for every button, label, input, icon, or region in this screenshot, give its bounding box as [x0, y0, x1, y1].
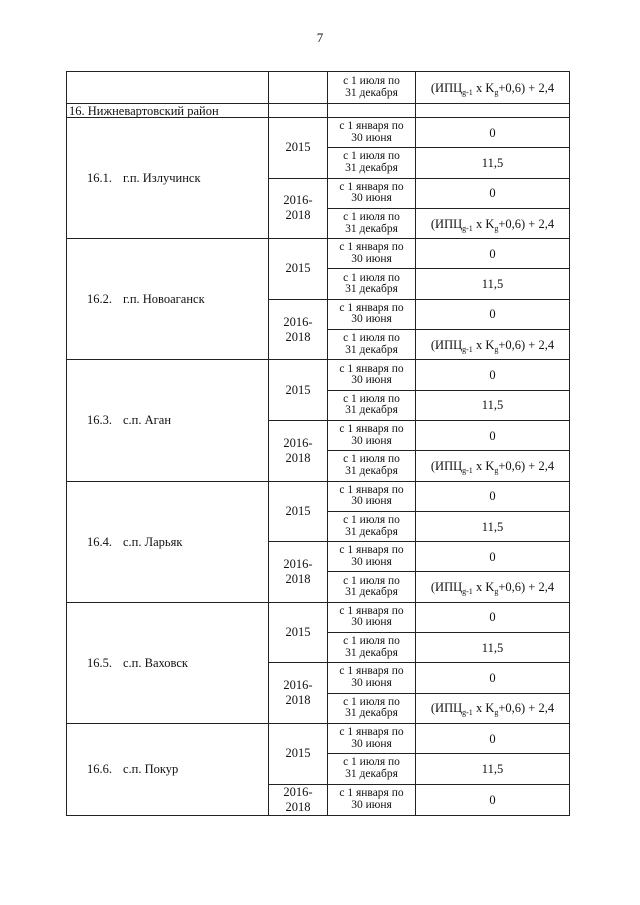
period-line: с 1 июля по	[343, 392, 400, 405]
period-cell	[328, 269, 416, 299]
value-cell	[416, 239, 570, 269]
period-line: 30 июня	[351, 252, 392, 265]
period-line: с 1 июля по	[343, 150, 400, 163]
settlement-name: с.п. Аган	[123, 413, 172, 428]
period-line: с 1 января по	[339, 544, 404, 557]
period-line: с 1 января по	[339, 180, 404, 193]
value-cell	[416, 118, 570, 148]
period-line: с 1 января по	[339, 362, 404, 375]
period-line: 30 июня	[351, 192, 392, 205]
period-line: 31 декабря	[345, 86, 398, 99]
year-line: 2016-	[283, 678, 313, 693]
period-line: с 1 июля по	[343, 574, 400, 587]
period-line: с 1 января по	[339, 423, 404, 436]
period-line: с 1 июля по	[343, 332, 400, 345]
year-cell	[269, 178, 328, 239]
period-line: с 1 июля по	[343, 75, 400, 87]
period-cell	[328, 693, 416, 723]
value-cell	[416, 178, 570, 208]
period-line: с 1 января по	[339, 120, 404, 133]
period-line: 30 июня	[351, 313, 392, 326]
period-line: с 1 июля по	[343, 453, 400, 466]
formula-part: x K	[472, 580, 495, 595]
period-line: 31 декабря	[345, 707, 398, 720]
table-row	[67, 481, 570, 511]
year-line: 2015	[285, 625, 311, 640]
year-line: 2015	[285, 503, 311, 518]
value-cell	[416, 754, 570, 784]
value-cell	[416, 420, 570, 450]
year-cell	[269, 723, 328, 784]
formula-part: +0,6) + 2,4	[498, 216, 555, 231]
year-line: 2018	[285, 693, 311, 708]
period-line: 30 июня	[351, 616, 392, 629]
period-cell	[328, 784, 416, 815]
year-line: 2016-	[283, 556, 313, 571]
period-line: с 1 января по	[339, 787, 404, 800]
formula-subscript: g	[494, 587, 499, 597]
formula-part: +0,6) + 2,4	[498, 80, 555, 95]
settlement-cell	[67, 481, 269, 602]
period-line: 31 декабря	[345, 161, 398, 174]
rate-value: 0	[489, 246, 496, 261]
formula-subscript: g	[494, 465, 499, 475]
formula-part: (ИПЦ	[430, 458, 463, 473]
settlement-number: 16.4.	[87, 534, 112, 549]
period-cell	[328, 299, 416, 329]
rate-value: 11,5	[481, 761, 504, 776]
settlement-name: г.п. Новоаганск	[123, 292, 205, 307]
table-body	[67, 72, 570, 816]
period-cell	[328, 572, 416, 602]
rate-value: 0	[489, 549, 496, 564]
formula-subscript: g	[494, 708, 499, 718]
period-line: 30 июня	[351, 434, 392, 447]
period-cell	[328, 663, 416, 693]
empty-cell	[269, 104, 328, 118]
formula-cell	[416, 572, 570, 602]
year-line: 2018	[285, 208, 311, 223]
period-cell	[328, 511, 416, 541]
period-line: 31 декабря	[345, 283, 398, 296]
formula-part: (ИПЦ	[430, 580, 463, 595]
period-line: 30 июня	[351, 676, 392, 689]
formula-part: x K	[472, 337, 495, 352]
period-line: 30 июня	[351, 495, 392, 508]
period-line: с 1 июля по	[343, 756, 400, 769]
formula-part: x K	[472, 458, 495, 473]
formula-subscript: g	[494, 344, 499, 354]
year-cell	[269, 663, 328, 724]
year-line: 2018	[285, 329, 311, 344]
period-cell	[328, 754, 416, 784]
period-cell	[328, 602, 416, 632]
year-line: 2018	[285, 450, 311, 465]
period-line: 31 декабря	[345, 464, 398, 477]
period-line: 30 июня	[351, 374, 392, 387]
rate-value: 0	[489, 125, 496, 140]
rate-value: 0	[489, 368, 496, 383]
year-line: 2018	[285, 571, 311, 586]
year-line: 2016-	[283, 435, 313, 450]
rate-value: 11,5	[481, 398, 504, 413]
settlement-cell	[67, 118, 269, 239]
formula-cell	[416, 330, 570, 360]
period-cell	[328, 148, 416, 178]
value-cell	[416, 481, 570, 511]
empty-cell	[328, 104, 416, 118]
table-row	[67, 118, 570, 148]
formula-part: +0,6) + 2,4	[498, 337, 555, 352]
period-line: с 1 июля по	[343, 211, 400, 224]
formula-part: x K	[472, 80, 495, 95]
settlement-name: с.п. Покур	[123, 762, 179, 777]
value-cell	[416, 148, 570, 178]
period-line: 30 июня	[351, 737, 392, 750]
period-line: 31 декабря	[345, 767, 398, 780]
settlement-number: 16.1.	[87, 171, 112, 186]
rate-value: 0	[489, 307, 496, 322]
period-line: с 1 июля по	[343, 695, 400, 708]
formula-subscript: g-1	[462, 87, 473, 97]
year-line: 2016-	[283, 193, 313, 208]
period-line: 30 июня	[351, 555, 392, 568]
formula-subscript: g	[494, 87, 499, 97]
rate-value: 0	[489, 186, 496, 201]
table-row	[67, 239, 570, 269]
year-cell	[269, 360, 328, 421]
period-line: с 1 июля по	[343, 514, 400, 526]
year-cell	[269, 602, 328, 663]
period-line: с 1 января по	[339, 604, 404, 617]
settlement-cell	[67, 360, 269, 481]
rate-value: 0	[489, 731, 496, 746]
period-cell	[328, 390, 416, 420]
formula-subscript: g	[494, 223, 499, 233]
period-line: с 1 января по	[339, 726, 404, 739]
year-line: 2018	[285, 799, 311, 814]
settlement-cell	[67, 239, 269, 360]
formula-part: +0,6) + 2,4	[498, 701, 555, 716]
period-line: 30 июня	[351, 131, 392, 144]
formula-subscript: g-1	[462, 708, 473, 718]
formula-subscript: g-1	[462, 465, 473, 475]
table-row	[67, 602, 570, 632]
period-cell	[328, 330, 416, 360]
period-line: с 1 июля по	[343, 635, 400, 648]
rate-value: 11,5	[481, 640, 504, 655]
settlement-name: с.п. Ларьяк	[123, 534, 183, 549]
period-cell	[328, 72, 416, 104]
empty-cell	[269, 72, 328, 104]
rate-value: 11,5	[481, 277, 504, 292]
formula-cell	[416, 72, 570, 104]
tariff-table	[66, 71, 570, 816]
period-line: с 1 января по	[339, 241, 404, 254]
empty-cell	[67, 72, 269, 104]
period-line: с 1 января по	[339, 301, 404, 314]
formula-part: +0,6) + 2,4	[498, 580, 555, 595]
rate-value: 0	[489, 428, 496, 443]
year-cell	[269, 481, 328, 542]
value-cell	[416, 511, 570, 541]
value-cell	[416, 542, 570, 572]
formula-part: (ИПЦ	[430, 80, 463, 95]
year-cell	[269, 118, 328, 179]
settlement-cell	[67, 723, 269, 815]
settlement-number: 16.6.	[87, 762, 112, 777]
period-line: 30 июня	[351, 798, 392, 811]
period-cell	[328, 723, 416, 753]
value-cell	[416, 723, 570, 753]
period-line: 31 декабря	[345, 343, 398, 356]
formula-part: (ИПЦ	[430, 701, 463, 716]
formula-subscript: g-1	[462, 344, 473, 354]
table-row	[67, 72, 570, 104]
year-cell	[269, 542, 328, 603]
settlement-name: с.п. Ваховск	[123, 655, 188, 670]
settlement-number: 16.5.	[87, 655, 112, 670]
rate-value: 11,5	[481, 155, 504, 170]
formula-cell	[416, 208, 570, 238]
formula-subscript: g-1	[462, 587, 473, 597]
year-cell	[269, 420, 328, 481]
district-row	[67, 104, 570, 118]
rate-value: 11,5	[481, 519, 504, 534]
period-cell	[328, 118, 416, 148]
period-line: 31 декабря	[345, 525, 398, 538]
value-cell	[416, 602, 570, 632]
formula-cell	[416, 451, 570, 481]
settlement-number: 16.2.	[87, 292, 112, 307]
rate-value: 0	[489, 670, 496, 685]
period-cell	[328, 542, 416, 572]
formula-part: (ИПЦ	[430, 337, 463, 352]
table-row	[67, 723, 570, 753]
period-line: 31 декабря	[345, 404, 398, 417]
period-line: 31 декабря	[345, 646, 398, 659]
year-line: 2015	[285, 746, 311, 761]
value-cell	[416, 784, 570, 815]
year-cell	[269, 784, 328, 815]
table-row	[67, 360, 570, 390]
value-cell	[416, 390, 570, 420]
formula-part: +0,6) + 2,4	[498, 458, 555, 473]
rate-value: 0	[489, 792, 496, 807]
period-cell	[328, 239, 416, 269]
period-cell	[328, 633, 416, 663]
rate-value: 0	[489, 489, 496, 504]
period-line: с 1 января по	[339, 665, 404, 678]
year-line: 2016-	[283, 314, 313, 329]
year-cell	[269, 239, 328, 300]
empty-cell	[416, 104, 570, 118]
year-line: 2016-	[283, 784, 313, 799]
period-line: с 1 января по	[339, 483, 404, 496]
value-cell	[416, 633, 570, 663]
period-cell	[328, 451, 416, 481]
period-cell	[328, 178, 416, 208]
formula-cell	[416, 693, 570, 723]
formula-part: x K	[472, 701, 495, 716]
rate-value: 0	[489, 610, 496, 625]
value-cell	[416, 269, 570, 299]
period-line: с 1 июля по	[343, 271, 400, 284]
period-line: 31 декабря	[345, 222, 398, 235]
period-line: 31 декабря	[345, 586, 398, 599]
value-cell	[416, 299, 570, 329]
year-line: 2015	[285, 140, 311, 155]
period-cell	[328, 360, 416, 390]
year-cell	[269, 299, 328, 360]
period-cell	[328, 420, 416, 450]
year-line: 2015	[285, 261, 311, 276]
formula-part: (ИПЦ	[430, 216, 463, 231]
settlement-name: г.п. Излучинск	[123, 171, 201, 186]
period-cell	[328, 481, 416, 511]
period-cell	[328, 208, 416, 238]
year-line: 2015	[285, 382, 311, 397]
formula-subscript: g-1	[462, 223, 473, 233]
value-cell	[416, 360, 570, 390]
district-title: 16. Нижневартовский район	[67, 104, 269, 118]
page-number: 7	[316, 30, 324, 45]
settlement-number: 16.3.	[87, 413, 112, 428]
value-cell	[416, 663, 570, 693]
formula-part: x K	[472, 216, 495, 231]
settlement-cell	[67, 602, 269, 723]
